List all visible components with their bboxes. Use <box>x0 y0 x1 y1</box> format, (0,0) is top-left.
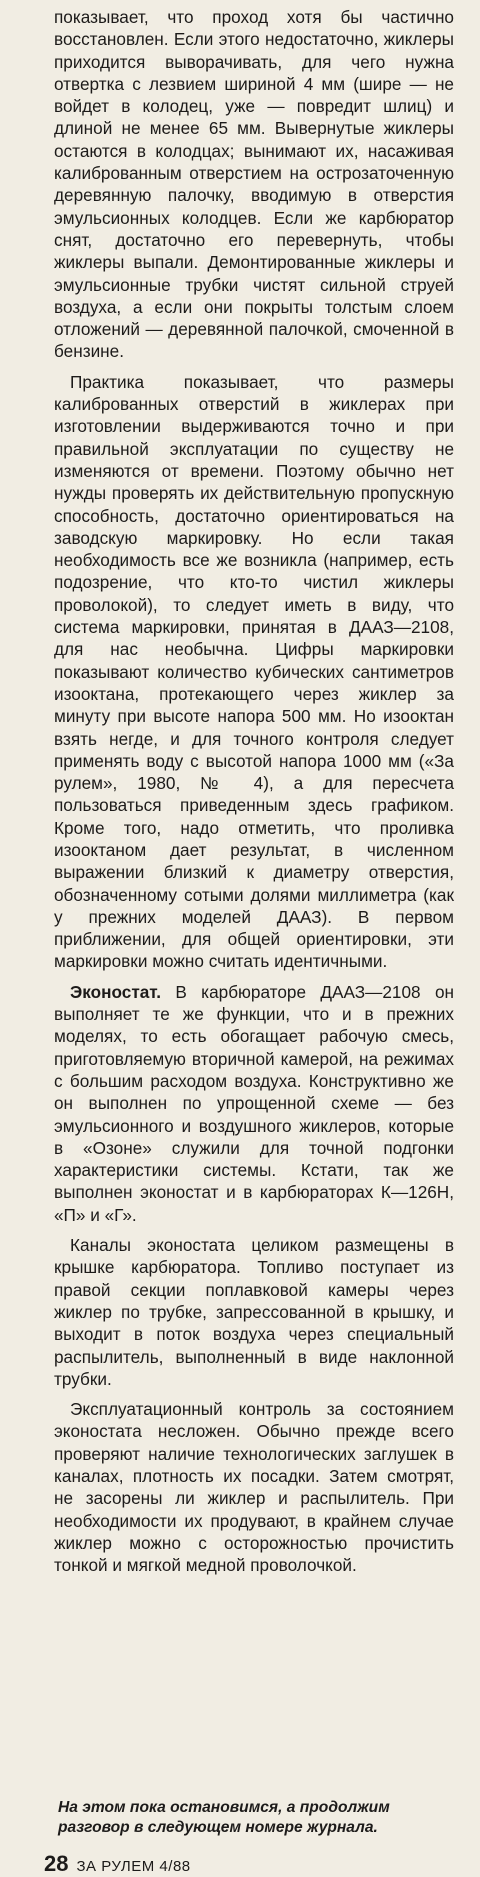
closing-note: На этом пока остановимся, а продолжим разговор в следующем номере журнала. <box>58 1799 390 1836</box>
article-paragraph-5 <box>54 1398 454 1576</box>
paragraph-1-text: показывает, что проход хотя бы частично восстановлен. Если этого недостаточно, жиклеры приходится выворачивать, для чего нужна отвертка с лезвием шириной 4 мм (шире — не войдет в колодец, уже — повредит шлиц) и длиной не менее 65 мм. Вывернутые жиклеры остаются в колодцах; вынимают их, насаживая калиброванным отверстием на острозаточенную деревянную палочку, вводимую в отверстия эмульсионных колодцев. Если же карбюратор снят, достаточно его перевернуть, чтобы жиклеры выпали. Демонтированные жиклеры и эмульсионные трубки чистят сильной струей воздуха, а если они покрыты толстым слоем отложений — деревянной палочкой, смоченной в бензине. <box>54 7 454 362</box>
article-paragraph-1 <box>54 6 454 363</box>
article-paragraph-4 <box>54 1234 454 1390</box>
article-paragraph-2 <box>54 371 454 973</box>
section-heading-econostat: Эконостат. <box>70 981 161 1002</box>
paragraph-4-text: Каналы эконостата целиком размещены в крышке карбюратора. Топливо поступает из правой секции поплавковой камеры через жиклер по трубке, запрессованной в крышку, и выходит в поток воздуха через специальный распылитель, выполненный в виде наклонной трубки. <box>54 1235 454 1389</box>
article-paragraph-3 <box>54 981 454 1226</box>
page-number: 28 <box>44 1851 69 1876</box>
magazine-issue: ЗА РУЛЕМ 4/88 <box>76 1858 191 1875</box>
paragraph-2-text: Практика показывает, что размеры калиброванных отверстий в жиклерах при изготовлении выдерживаются точно и при правильной эксплуатации по существу не изменяются от времени. Поэтому обычно нет нужды проверять их действительную пропускную способность, достаточно ориентироваться на заводскую маркировку. Но если такая необходимость все же возникла (например, есть подозрение, что кто-то чистил жиклеры проволокой), то следует иметь в виду, что система маркировки, принятая в ДААЗ—2108, для нас необычна. Цифры маркировки показывают количество кубических сантиметров изооктана, протекающего через жиклер за минуту при высоте напора 500 мм. Но изооктан взять негде, и для точного контроля следует применять воду с высотой напора 1000 мм («За рулем», 1980, № 4), а для пересчета пользоваться приведенным здесь графиком. Кроме того, надо отметить, что проливка изооктаном дает результат, в численном выражении близкий к диаметру отверстия, обозначенному сотыми долями миллиметра (как у прежних моделей ДААЗ). В первом приближении, для общей ориентировки, эти маркировки можно считать идентичными. <box>54 371 454 972</box>
paragraph-5-text: Эксплуатационный контроль за состоянием эконостата несложен. Обычно прежде всего проверяют наличие технологических заглушек в каналах, плотность их посадки. Затем смотрят, не засорены ли жиклер и распылитель. При необходимости их продувают, в крайнем случае жиклер можно с осторожностью прочистить тонкой и мягкой медной проволочкой. <box>54 1399 454 1576</box>
article-text-column <box>54 6 454 1584</box>
paragraph-3-text: В карбюраторе ДААЗ—2108 он выполняет те же функции, что и в прежних моделях, то есть обогащает рабочую смесь, приготовляемую вторичной камерой, на режимах с большим расходом воздуха. Конструктивно же он выполнен по упрощенной схеме — без эмульсионного и воздушного жиклеров, которые в «Озоне» служили для точной подгонки характеристики системы. Кстати, так же выполнен эконостат и в карбюраторах К—126Н, «П» и «Г». <box>54 981 454 1225</box>
page-footer <box>44 1851 191 1877</box>
